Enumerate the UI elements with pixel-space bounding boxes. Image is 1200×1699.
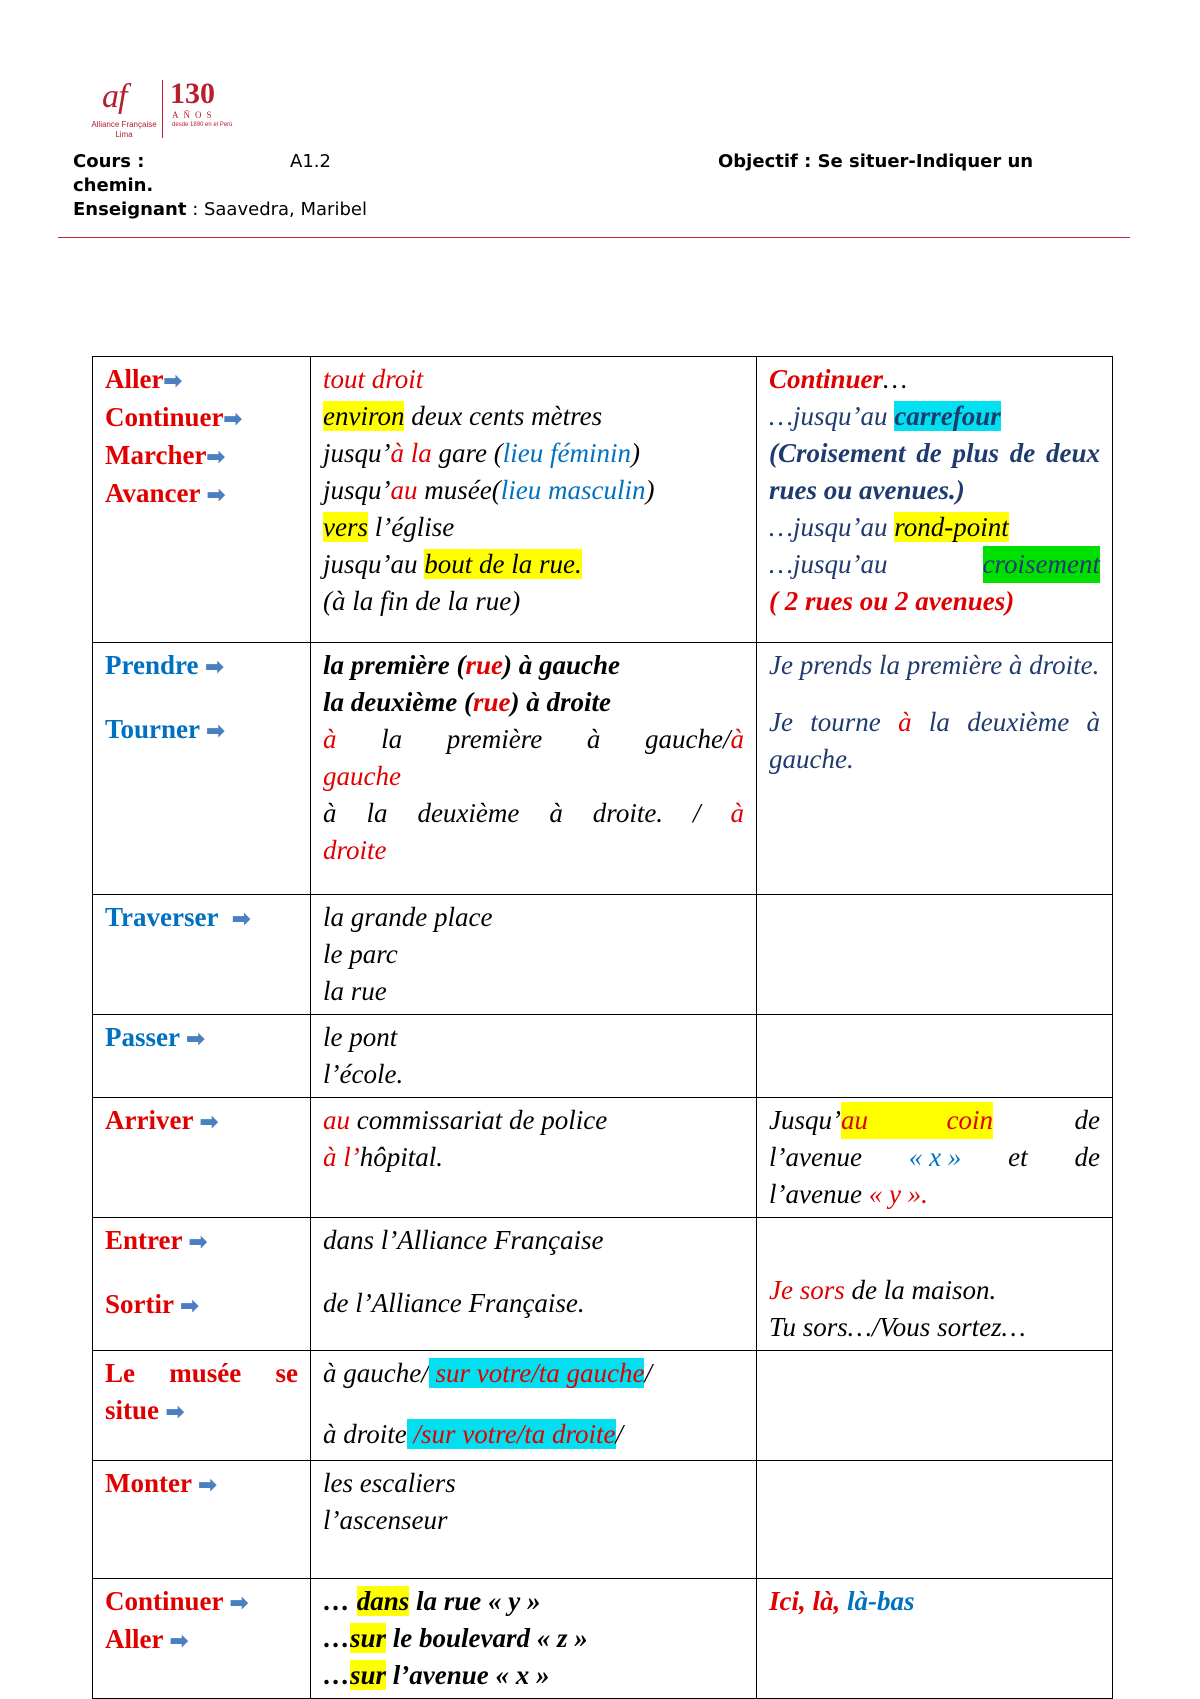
verb-cell: [93, 895, 311, 1015]
verb-marcher: Marcher➡: [105, 440, 225, 470]
example-cell: [311, 1461, 757, 1579]
verb-passer: Passer ➡: [105, 1022, 205, 1052]
example-cell: [311, 1579, 757, 1699]
arrow-icon: ➡: [169, 1628, 189, 1653]
example-line: au commissariat de police: [323, 1105, 608, 1135]
verb-avancer: Avancer ➡: [105, 478, 226, 508]
example-line: à la deuxième à droite. / à droite: [323, 798, 744, 865]
note-line: Jusqu’au coin de: [769, 1102, 1100, 1139]
verb-continuer: Continuer ➡: [105, 1586, 249, 1616]
logo-since: desde 1890 en el Perú: [172, 122, 233, 128]
example-cell: [311, 1015, 757, 1098]
verb-continuer: Continuer➡: [105, 402, 242, 432]
arrow-icon: ➡: [206, 718, 225, 743]
verb-prendre: Prendre ➡: [105, 650, 224, 680]
note-line: l’avenue « x » et de: [769, 1142, 1100, 1172]
table-row: [93, 1218, 1113, 1351]
verb-aller: Aller ➡: [105, 1624, 189, 1654]
note-cell: [757, 895, 1113, 1015]
note-cell: [757, 1351, 1113, 1461]
arrow-icon: ➡: [199, 1109, 219, 1134]
verb-cell: [93, 1461, 311, 1579]
arrow-icon: ➡: [198, 1472, 217, 1497]
example-line: à droite /sur votre/ta droite/: [323, 1419, 624, 1449]
example-line: les escaliers: [323, 1468, 456, 1498]
header-rule: [58, 237, 1130, 238]
note-line: Je sors de la maison.: [769, 1275, 997, 1305]
note-cell: [757, 1015, 1113, 1098]
directions-table: [92, 356, 1113, 1699]
verb-cell: [93, 1098, 311, 1218]
example-line: dans l’Alliance Française: [323, 1225, 604, 1255]
example-line: …sur l’avenue « x »: [323, 1660, 550, 1690]
note-line: l’avenue « y ».: [769, 1179, 928, 1209]
example-line: à la première à gauche/à gauche: [323, 724, 744, 791]
note-line: Tu sors…/Vous sortez…: [769, 1312, 1026, 1342]
arrow-icon: ➡: [206, 482, 226, 507]
note-cell: [757, 1579, 1113, 1699]
example-line: la première (rue) à gauche: [323, 650, 620, 680]
course-level: A1.2: [290, 151, 331, 172]
example-cell: [311, 643, 757, 895]
example-cell: [311, 1218, 757, 1351]
note-line: (Croisement de plus de deux rues ou avenues.): [769, 438, 1100, 505]
arrow-icon: ➡: [180, 1293, 199, 1318]
example-line: tout droit: [323, 364, 424, 394]
note-cell: [757, 1218, 1113, 1351]
example-cell: [311, 357, 757, 643]
arrow-icon: ➡: [206, 444, 225, 469]
example-line: l’ascenseur: [323, 1505, 448, 1535]
verb-sortir: Sortir ➡: [105, 1289, 199, 1319]
example-line: à gauche/ sur votre/ta gauche/: [323, 1358, 652, 1388]
objective-continuation: chemin.: [73, 175, 154, 196]
table-row: [93, 357, 1113, 643]
example-line: vers l’église: [323, 512, 455, 542]
logo-subtitle: Alliance Française Lima: [91, 120, 157, 139]
example-cell: [311, 895, 757, 1015]
logo-anniversary-number: 130: [170, 77, 215, 110]
arrow-icon: ➡: [163, 368, 182, 393]
arrow-icon: ➡: [205, 654, 224, 679]
example-line: la grande place: [323, 902, 493, 932]
note-cell: [757, 1098, 1113, 1218]
note-cell: [757, 357, 1113, 643]
note-line: …jusqu’au carrefour: [769, 401, 1001, 431]
course-label: Cours :: [73, 151, 145, 172]
note-line: ( 2 rues ou 2 avenues): [769, 586, 1015, 616]
verb-arriver: Arriver ➡: [105, 1105, 219, 1135]
example-cell: [311, 1351, 757, 1461]
note-cell: [757, 1461, 1113, 1579]
teacher: Enseignant : Saavedra, Maribel: [73, 199, 367, 220]
verb-aller: Aller➡: [105, 364, 182, 394]
example-cell: [311, 1098, 757, 1218]
note-line: Ici, là, là-bas: [769, 1586, 915, 1616]
verb-le-musee-se-situe: Le musée se situe ➡: [105, 1358, 298, 1425]
note-line: Je tourne à la deuxième à gauche.: [769, 707, 1101, 774]
example-line: à l’hôpital.: [323, 1142, 444, 1172]
logo-anos: AÑOS: [172, 110, 217, 120]
example-line: jusqu’au musée(lieu masculin): [323, 475, 655, 505]
example-line: jusqu’au bout de la rue.: [323, 549, 582, 579]
verb-cell: [93, 643, 311, 895]
example-line: l’école.: [323, 1059, 404, 1089]
example-line: le parc: [323, 939, 398, 969]
note-line: …jusqu’au croisement: [769, 546, 1100, 583]
arrow-icon: ➡: [165, 1399, 185, 1424]
objective: Objectif : Se situer-Indiquer un: [718, 151, 1034, 172]
example-line: le pont: [323, 1022, 398, 1052]
alliance-francaise-logo: [90, 78, 250, 140]
example-line: …sur le boulevard « z »: [323, 1623, 588, 1653]
arrow-icon: ➡: [186, 1026, 205, 1051]
verb-cell: [93, 1351, 311, 1461]
note-line: …jusqu’au rond-point: [769, 512, 1009, 542]
example-line: jusqu’à la gare (lieu féminin): [323, 438, 640, 468]
table-row: [93, 643, 1113, 895]
note-line: Je prends la première à droite.: [769, 650, 1100, 680]
verb-cell: [93, 1015, 311, 1098]
example-line: la deuxième (rue) à droite: [323, 687, 611, 717]
verb-cell: [93, 357, 311, 643]
verb-entrer: Entrer ➡: [105, 1225, 208, 1255]
arrow-icon: ➡: [223, 406, 242, 431]
verb-cell: [93, 1218, 311, 1351]
example-line: (à la fin de la rue): [323, 586, 521, 616]
table-row: [93, 1461, 1113, 1579]
example-line: de l’Alliance Française.: [323, 1288, 585, 1318]
logo-divider: [162, 80, 163, 138]
table-row: [93, 1351, 1113, 1461]
verb-monter: Monter ➡: [105, 1468, 217, 1498]
arrow-icon: ➡: [231, 906, 251, 931]
arrow-icon: ➡: [188, 1229, 208, 1254]
verb-tourner: Tourner ➡: [105, 714, 225, 744]
table-row: [93, 1579, 1113, 1699]
example-line: la rue: [323, 976, 387, 1006]
verb-traverser: Traverser ➡: [105, 902, 251, 932]
verb-cell: [93, 1579, 311, 1699]
arrow-icon: ➡: [229, 1590, 249, 1615]
table-row: [93, 1015, 1113, 1098]
note-line: Continuer…: [769, 364, 908, 394]
example-line: environ deux cents mètres: [323, 401, 603, 431]
table-row: [93, 895, 1113, 1015]
example-line: … dans la rue « y »: [323, 1586, 541, 1616]
table-row: [93, 1098, 1113, 1218]
logo-af-mark: af: [102, 78, 127, 115]
note-cell: [757, 643, 1113, 895]
